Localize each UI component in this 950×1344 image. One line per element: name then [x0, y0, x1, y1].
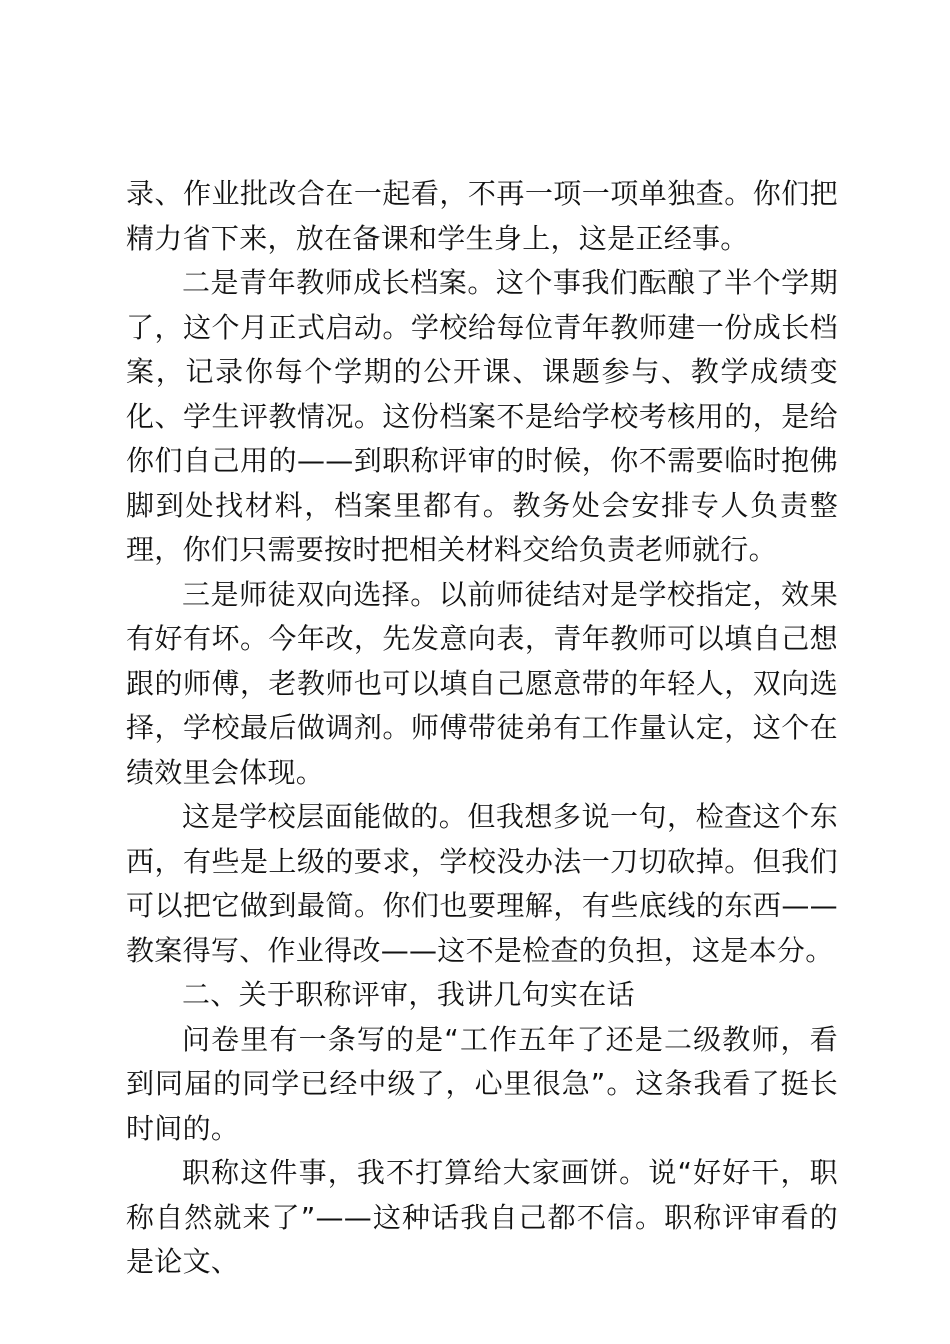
paragraph-title-matter: 职称这件事，我不打算给大家画饼。说“好好干，职称自然就来了”——这种话我自己都不信。职称评审看的是论文、 [126, 1156, 838, 1278]
paragraph-continuation: 录、作业批改合在一起看，不再一项一项单独查。你们把精力省下来，放在备课和学生身上，这是正经事。 [126, 177, 838, 255]
section-heading-title-review: 二、关于职称评审，我讲几句实在话 [182, 978, 635, 1011]
paragraph-school-level: 这是学校层面能做的。但我想多说一句，检查这个东西，有些是上级的要求，学校没办法一刀切砍掉。但我们可以把它做到最简。你们也要理解，有些底线的东西——教案得写、作业得改——这不是检查的负担，这是本分。 [126, 800, 838, 967]
document-body [126, 172, 838, 1285]
paragraph-mentor-selection: 三是师徒双向选择。以前师徒结对是学校指定，效果有好有坏。今年改，先发意向表，青年教师可以填自己想跟的师傅，老教师也可以填自己愿意带的年轻人，双向选择，学校最后做调剂。师傅带徒弟有工作量认定，这个在绩效里会体现。 [126, 577, 838, 789]
paragraph-youth-teacher-archive: 二是青年教师成长档案。这个事我们酝酿了半个学期了，这个月正式启动。学校给每位青年教师建一份成长档案，记录你每个学期的公开课、课题参与、教学成绩变化、学生评教情况。这份档案不是给学校考核用的，是给你们自己用的——到职称评审的时候，你不需要临时抱佛脚到处找材料，档案里都有。教务处会安排专人负责整理，你们只需要按时把相关材料交给负责老师就行。 [126, 266, 838, 566]
paragraph-questionnaire: 问卷里有一条写的是“工作五年了还是二级教师，看到同届的同学已经中级了，心里很急”。这条我看了挺长时间的。 [126, 1022, 838, 1145]
